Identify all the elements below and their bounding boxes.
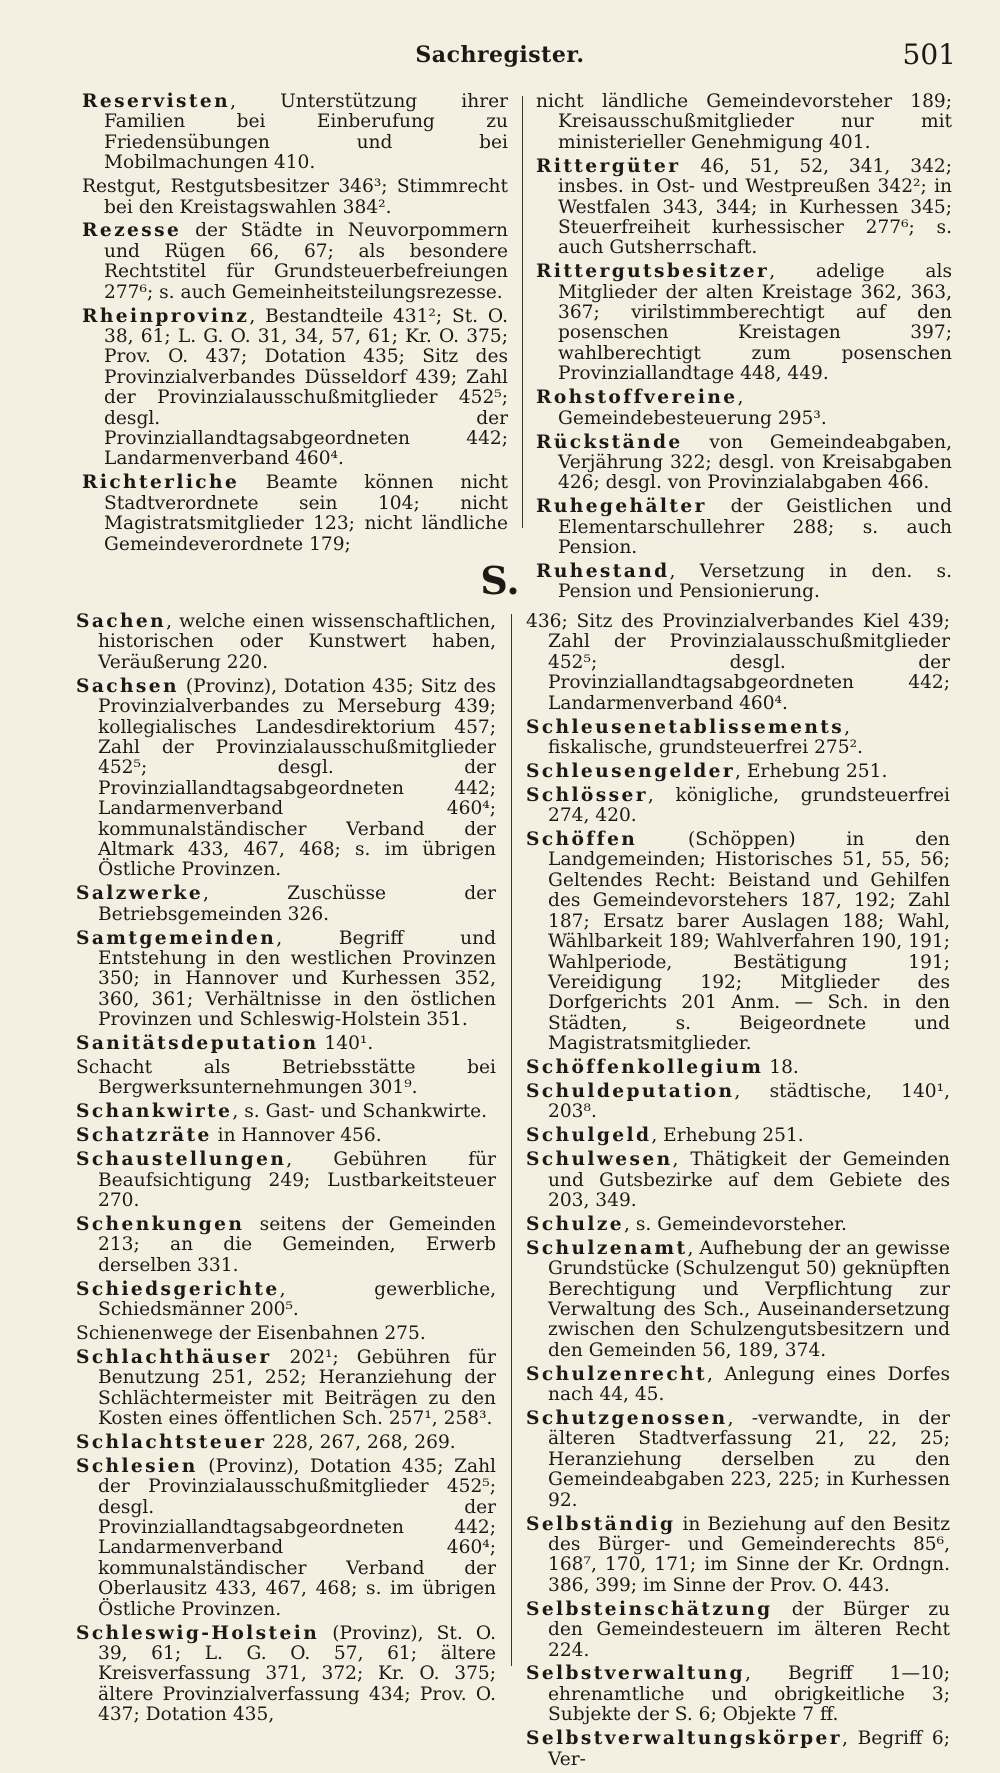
- entry-lemma: Schlesien: [76, 1455, 198, 1477]
- entry-lemma: Sanitätsdeputation: [76, 1033, 319, 1055]
- index-entry: [536, 433, 952, 494]
- entry-text: (Provinz), St. O. 39, 61; L. G. O. 57, 61; ältere Kreisverfassung 371, 372; Kr. O. 375; ältere Provinzialverfassung 434; Prov. O. 437; Dotation 435,: [98, 1622, 496, 1726]
- entry-text: in Beziehung auf den Besitz des Bürger- und Gemeinderechts 85⁶, 168⁷, 170, 171; im Sinne der Kr. Ordngn. 386, 399; im Sinne der Prov. O. 443.: [548, 1513, 950, 1596]
- index-entry: [76, 1348, 496, 1430]
- entry-lemma: Selbstverwaltungskörper: [526, 1728, 842, 1750]
- entry-lemma: Rheinprovinz: [82, 305, 250, 327]
- entry-text: , welche einen wissenschaftlichen, historischen oder Kunstwert haben, Veräußerung 220.: [98, 611, 496, 673]
- entry-text: , Begriff 6; Ver-: [548, 1728, 950, 1770]
- index-entry: [76, 1324, 496, 1344]
- running-title: Sachregister.: [415, 42, 585, 68]
- entry-lemma: Schöffenkollegium: [526, 1057, 764, 1079]
- index-entry: [526, 1082, 950, 1123]
- entry-lemma: Samtgemeinden: [76, 927, 277, 949]
- index-entry: [526, 1729, 950, 1770]
- entry-lemma: Schleswig-Holstein: [76, 1622, 320, 1644]
- entry-text: nicht ländliche Gemeindevorsteher 189; Kreisausschußmitglieder nur mit ministerieller Genehmigung 401.: [536, 91, 952, 153]
- index-entry: [536, 92, 952, 153]
- entry-text: seitens der Gemeinden 213; an die Gemeinden, Erwerb derselben 331.: [98, 1213, 496, 1276]
- entry-lemma: Ruhegehälter: [536, 496, 707, 518]
- entry-lemma: Schenkungen: [76, 1213, 245, 1235]
- column-divider-bottom: [511, 614, 512, 1666]
- entry-text: , s. Gast- und Schankwirte.: [232, 1101, 488, 1123]
- index-entry: [76, 1457, 496, 1620]
- index-entry: [76, 1433, 496, 1453]
- entry-lemma: Rittergüter: [536, 155, 681, 177]
- entry-lemma: Rezesse: [82, 220, 182, 242]
- index-entry: [76, 929, 496, 1031]
- entry-text: , Gebühren für Beaufsichtigung 249; Lustbarkeitsteuer 270.: [98, 1149, 496, 1211]
- index-entry: [82, 92, 508, 174]
- entry-lemma: Richterliche: [82, 472, 240, 494]
- index-entry: [526, 1215, 950, 1235]
- index-entry: [76, 1280, 496, 1321]
- index-entry: [526, 718, 950, 759]
- index-entry: [76, 1215, 496, 1276]
- entry-lemma: Schuldeputation: [526, 1080, 735, 1102]
- index-entry: [526, 1239, 950, 1361]
- entry-text: , Bestandteile 431²; St. O. 38, 61; L. G. O. 31, 34, 57, 61; Kr. O. 375; Prov. O. 437; Dotation 435; Sitz des Provinzialverbandes Düsseldorf 439; Zahl der Provinzialausschußmitglieder 452⁵; desgl. der Provinziallandtagsabgeordneten 442; Landarmenverband 460⁴.: [104, 305, 508, 470]
- entry-lemma: Schulze: [526, 1213, 625, 1235]
- index-entry: [82, 221, 508, 303]
- index-entry: [526, 612, 950, 714]
- entry-lemma: Schulzenamt: [526, 1237, 688, 1259]
- column-divider-top: [522, 96, 523, 528]
- index-entry: [76, 1034, 496, 1054]
- entry-text: Beamte können nicht Stadtverordnete sein 104; nicht Magistratsmitglieder 123; nicht ländliche Gemeindeverordnete 179;: [104, 472, 508, 555]
- entry-lemma: Sachen: [76, 611, 167, 632]
- index-entry: [76, 1102, 496, 1122]
- index-entry: [76, 1126, 496, 1146]
- index-entry: [82, 177, 508, 218]
- entry-text: , Begriff 1—10; ehrenamtliche und obrigkeitliche 3; Subjekte der S. 6; Objekte 7 ff.: [548, 1663, 950, 1726]
- entry-lemma: Schatzräte: [76, 1125, 212, 1147]
- index-entry: [526, 1126, 950, 1146]
- section-letter: S.: [480, 558, 520, 603]
- entry-lemma: Schleusenetablissements: [526, 716, 845, 738]
- entry-text: 46, 51, 52, 341, 342; insbes. in Ost- und Westpreußen 342²; in Westfalen 343, 344; in Kurhessen 345; Steuerfreiheit kurhessischer 277⁶; s. auch Gutsherrschaft.: [558, 155, 952, 259]
- index-entry: [536, 388, 952, 429]
- entry-text: , Anlegung eines Dorfes nach 44, 45.: [548, 1363, 950, 1406]
- entry-text: der Städte in Neuvorpommern und Rügen 66, 67; als besondere Rechtstitel für Grundsteuerbefreiungen 277⁶; s. auch Gemeinheitsteilungsrezesse.: [104, 220, 508, 303]
- entry-text: , Begriff und Entstehung in den westlichen Provinzen 350; in Hannover und Kurhessen 352, 360, 361; Verhältnisse in den östlichen Provinzen und Schleswig-Holstein 351.: [98, 927, 496, 1031]
- entry-lemma: Schulwesen: [526, 1149, 673, 1171]
- entry-text: , Gemeindebesteuerung 295³.: [558, 387, 827, 429]
- entry-text: (Provinz), Dotation 435; Sitz des Provinzialverbandes zu Merseburg 439; kollegialisches Landesdirektorium 457; Zahl der Provinzialausschußmitglieder 452⁵; desgl. der Provinziallandtagsabgeordneten 442; Landarmenverband 460⁴; kommunalständischer Verband der Altmark 433, 467, 468; s. im übrigen Östliche Provinzen.: [98, 675, 496, 881]
- entry-text: , Erhebung 251.: [735, 760, 888, 782]
- index-entry: [526, 830, 950, 1054]
- entry-lemma: Rohstoffvereine: [536, 387, 738, 409]
- entry-text: , Aufhebung der an gewisse Grundstücke (Schulzengut 50) geknüpften Berechtigung und Verpflichtung zur Verwaltung des Sch., Auseinandersetzung zwischen den Schulzengutsbesitzern und den Gemeinden 56, 189, 374.: [548, 1237, 950, 1361]
- entry-lemma: Rittergutsbesitzer: [536, 261, 770, 283]
- entry-text: , adelige als Mitglieder der alten Kreistage 362, 363, 367; virilstimmberechtigt auf den posenschen Kreistagen 397; wahlberechtigt zum posenschen Provinziallandtage 448, 449.: [558, 261, 952, 385]
- entry-text: (Schöppen) in den Landgemeinden; Historisches 51, 55, 56; Geltendes Recht: Beistand und Gehilfen des Gemeindevorstehers 187, 192; Zahl 187; Ersatz barer Auslagen 188; Wahl, Wählbarkeit 189; Wahlverfahren 190, 191; Wahlperiode, Bestätigung 191; Vereidigung 192; Mitglieder des Dorfgerichts 201 Anm. — Sch. in den Städten, s. Beigeordnete und Magistratsmitglieder.: [548, 829, 950, 1055]
- entry-text: 140¹.: [318, 1033, 374, 1055]
- entry-text: 18.: [763, 1057, 799, 1079]
- entry-lemma: Schlachthäuser: [76, 1346, 272, 1368]
- entry-text: , Unterstützung ihrer Familien bei Einberufung zu Friedensübungen und bei Mobilmachungen 410.: [104, 91, 508, 174]
- entry-text: , s. Gemeindevorsteher.: [624, 1213, 847, 1235]
- index-entry: [526, 1664, 950, 1725]
- entry-text: , fiskalische, grundsteuerfrei 275².: [548, 716, 863, 758]
- index-entry: [526, 1600, 950, 1661]
- index-entry: [536, 262, 952, 384]
- entry-text: der Geistlichen und Elementarschullehrer 288; s. auch Pension.: [558, 496, 952, 559]
- index-entry: [82, 473, 508, 555]
- index-entry: [536, 497, 952, 558]
- entry-lemma: Schleusengelder: [526, 760, 736, 782]
- index-entry: [82, 307, 508, 470]
- index-entry: [526, 1365, 950, 1406]
- index-entry: [526, 1150, 950, 1211]
- entry-lemma: Schöffen: [526, 829, 638, 851]
- page-number: 501: [902, 38, 956, 71]
- index-entry: [526, 1409, 950, 1511]
- entry-lemma: Selbständig: [526, 1513, 676, 1535]
- entry-text: 202¹; Gebühren für Benutzung 251, 252; Heranziehung der Schlächtermeister mit Beiträgen zu den Kosten eines öffentlichen Sch. 257¹, 258³.: [98, 1346, 496, 1430]
- entry-lemma: Schutzgenossen: [526, 1408, 728, 1430]
- index-entry: [76, 612, 496, 673]
- entry-lemma: Sachsen: [76, 675, 179, 697]
- column-top-right: [536, 92, 952, 606]
- entry-lemma: Schankwirte: [76, 1101, 233, 1123]
- entry-lemma: Ruhestand: [536, 560, 670, 582]
- entry-text: 228, 267, 268, 269.: [266, 1431, 456, 1453]
- entry-text: , Erhebung 251.: [651, 1125, 804, 1147]
- column-top-left: [82, 92, 508, 558]
- entry-lemma: Schlösser: [526, 784, 648, 806]
- entry-lemma: Schiedsgerichte: [76, 1278, 280, 1300]
- entry-lemma: Schaustellungen: [76, 1149, 287, 1171]
- entry-text: , städtische, 140¹, 203⁸.: [548, 1080, 950, 1123]
- entry-text: von Gemeindeabgaben, Verjährung 322; desgl. von Kreisabgaben 426; desgl. von Provinzialabgaben 466.: [558, 431, 952, 494]
- running-head: [0, 38, 1000, 72]
- index-entry: [76, 884, 496, 925]
- entry-lemma: Selbstverwaltung: [526, 1663, 745, 1685]
- entry-text: in Hannover 456.: [211, 1125, 382, 1147]
- entry-text: , Thätigkeit der Gemeinden und Gutsbezirke auf dem Gebiete des 203, 349.: [548, 1149, 950, 1211]
- entry-lemma: Reservisten: [82, 91, 231, 112]
- index-entry: [526, 786, 950, 827]
- entry-text: , gewerbliche, Schiedsmänner 200⁵.: [98, 1278, 496, 1320]
- index-entry: [526, 762, 950, 782]
- entry-text: , Versetzung in den. s. Pension und Pensionierung.: [558, 560, 952, 603]
- entry-lemma: Schulzenrecht: [526, 1363, 708, 1385]
- entry-text: , königliche, grundsteuerfrei 274, 420.: [548, 784, 950, 827]
- index-entry: [526, 1515, 950, 1597]
- index-entry: [536, 157, 952, 259]
- index-entry: [76, 1624, 496, 1726]
- entry-lemma: Rückstände: [536, 431, 683, 453]
- entry-text: Restgut, Restgutsbesitzer 346³; Stimmrecht bei den Kreistagswahlen 384².: [82, 176, 508, 218]
- column-bottom-right: [526, 612, 950, 1773]
- index-entry: [76, 1150, 496, 1211]
- index-entry: [76, 1058, 496, 1099]
- entry-text: Schienenwege der Eisenbahnen 275.: [76, 1322, 426, 1344]
- entry-lemma: Salzwerke: [76, 883, 204, 905]
- entry-lemma: Selbsteinschätzung: [526, 1598, 773, 1620]
- entry-text: 436; Sitz des Provinzialverbandes Kiel 439; Zahl der Provinzialausschußmitglieder 452⁵; desgl. der Provinziallandtagsabgeordneten 442; Landarmenverband 460⁴.: [526, 611, 950, 714]
- entry-text: (Provinz), Dotation 435; Zahl der Provinzialausschußmitglieder 452⁵; desgl. der Provinziallandtagsabgeordneten 442; Landarmenverband 460⁴; kommunalständischer Verband der Oberlausitz 433, 467, 468; s. im übrigen Östliche Provinzen.: [98, 1455, 496, 1620]
- entry-lemma: Schulgeld: [526, 1125, 652, 1147]
- entry-text: , -verwandte, in der älteren Stadtverfassung 21, 22, 25; Heranziehung derselben zu den Gemeindeabgaben 223, 225; in Kurhessen 92.: [548, 1408, 950, 1511]
- entry-lemma: Schlachtsteuer: [76, 1431, 267, 1453]
- index-entry: [76, 677, 496, 881]
- index-entry: [526, 1058, 950, 1078]
- column-bottom-left: [76, 612, 496, 1729]
- entry-text: , Zuschüsse der Betriebsgemeinden 326.: [98, 883, 496, 925]
- entry-text: Schacht als Betriebsstätte bei Bergwerksunternehmungen 301⁹.: [76, 1057, 496, 1099]
- entry-text: der Bürger zu den Gemeindesteuern im älteren Recht 224.: [548, 1598, 950, 1661]
